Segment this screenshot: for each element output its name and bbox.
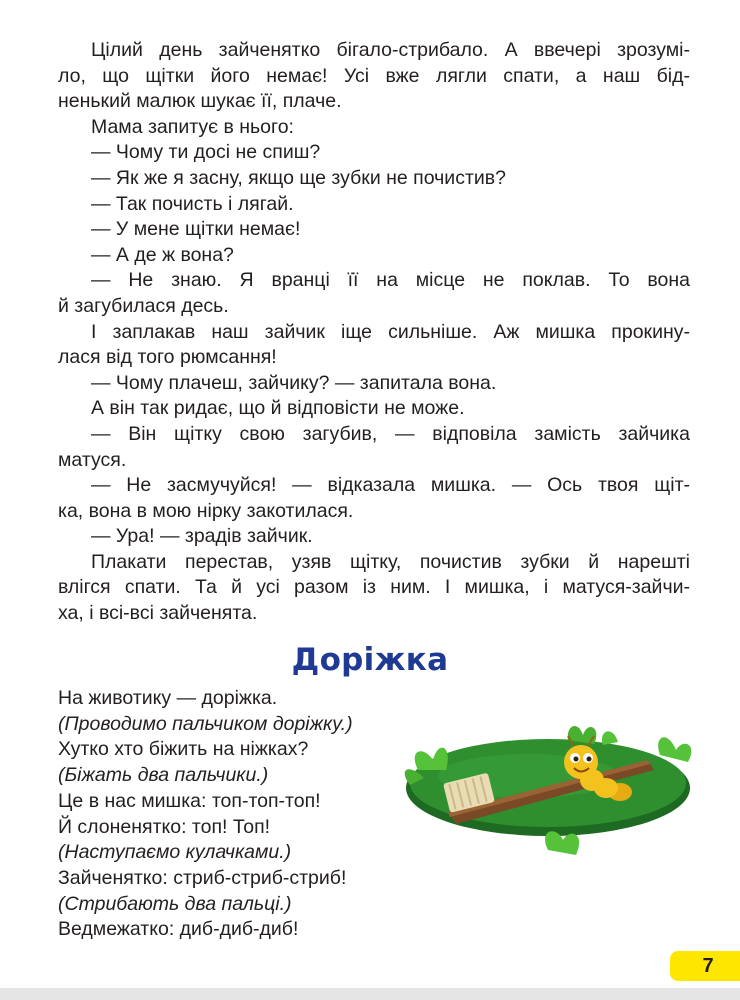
poem-line: Й слоненятко: топ! Топ!: [58, 815, 271, 838]
poem-instruction: (Наступаємо кулачками.): [58, 841, 292, 864]
story-line: Цілий день зайченятко бігало-стрибало. А ввечері зрозумі-: [91, 39, 690, 61]
caterpillar-on-path-icon: [398, 700, 710, 865]
story-line: ненький малюк шукає її, плаче.: [58, 90, 342, 113]
story-line: ха, і всі-всі зайченята.: [58, 602, 258, 625]
story-line: Плакати перестав, узяв щітку, почистив зубки й нарешті: [91, 550, 690, 573]
poem-instruction: (Проводимо пальчиком доріжку.): [58, 712, 353, 735]
story-line: матуся.: [58, 448, 127, 471]
story-line: — У мене щітки немає!: [91, 218, 301, 241]
story-line: А він так ридає, що й відповісти не може.: [91, 397, 465, 420]
poem-line: Зайченятко: стриб-стриб-стриб!: [58, 866, 347, 889]
story-paragraph: [58, 524, 690, 550]
story-line: І заплакав наш зайчик іще сильніше. Аж мишка прокину-: [91, 320, 690, 343]
story-line: — Не засмучуйся! — відказала мишка. — Ось твоя щіт-: [91, 474, 690, 497]
page-number: 7: [670, 951, 740, 981]
story-line: — А де ж вона?: [91, 243, 234, 266]
story-paragraph: [58, 38, 690, 115]
story-line: — Він щітку свою загубив, — відповіла замість зайчика: [91, 422, 690, 445]
story-line: — Ура! — зрадів зайчик.: [91, 525, 313, 548]
story-paragraph: [58, 473, 690, 524]
story-line: влігся спати. Та й усі разом із ним. І мишка, і матуся-зайчи-: [58, 576, 690, 599]
story-line: — Чому ти досі не спиш?: [91, 141, 321, 164]
poem-line: Це в нас мишка: топ-топ-топ!: [58, 789, 321, 812]
story-line: — Чому плачеш, зайчику? — запитала вона.: [91, 371, 497, 394]
poem-instruction: (Стрибають два пальці.): [58, 892, 292, 915]
story-paragraph: [58, 140, 690, 166]
story-paragraph: [58, 115, 690, 141]
story-paragraph: [58, 550, 690, 627]
poem-line: На животику — доріжка.: [58, 687, 278, 709]
bottom-rule: [0, 988, 740, 1000]
story-line: — Не знаю. Я вранці її на місце не поклав. То вона: [91, 269, 690, 292]
poem-text: [58, 686, 418, 943]
story-paragraph: [58, 320, 690, 371]
story-paragraph: [58, 192, 690, 218]
story-line: лася від того рюмсання!: [58, 346, 277, 369]
story-paragraph: [58, 371, 690, 397]
story-text: [58, 38, 690, 627]
story-paragraph: [58, 396, 690, 422]
story-paragraph: [58, 243, 690, 269]
story-line: й загубилася десь.: [58, 294, 229, 317]
story-paragraph: [58, 268, 690, 319]
story-line: — Як же я засну, якщо ще зубки не почистив?: [91, 166, 506, 189]
story-line: Мама запитує в нього:: [91, 115, 294, 138]
story-line: ло, що щітки його немає! Усі вже лягли спати, а наш бід-: [58, 64, 690, 87]
story-line: ка, вона в мою нірку закотилася.: [58, 499, 354, 522]
story-paragraph: [58, 166, 690, 192]
story-paragraph: [58, 422, 690, 473]
story-paragraph: [58, 217, 690, 243]
story-line: — Так почисть і лягай.: [91, 192, 294, 215]
poem-instruction: (Біжать два пальчики.): [58, 764, 269, 787]
poem-line: Хутко хто біжить на ніжках?: [58, 738, 309, 761]
poem-title: Доріжка: [291, 642, 449, 678]
poem-line: Ведмежатко: диб-диб-диб!: [58, 918, 299, 941]
